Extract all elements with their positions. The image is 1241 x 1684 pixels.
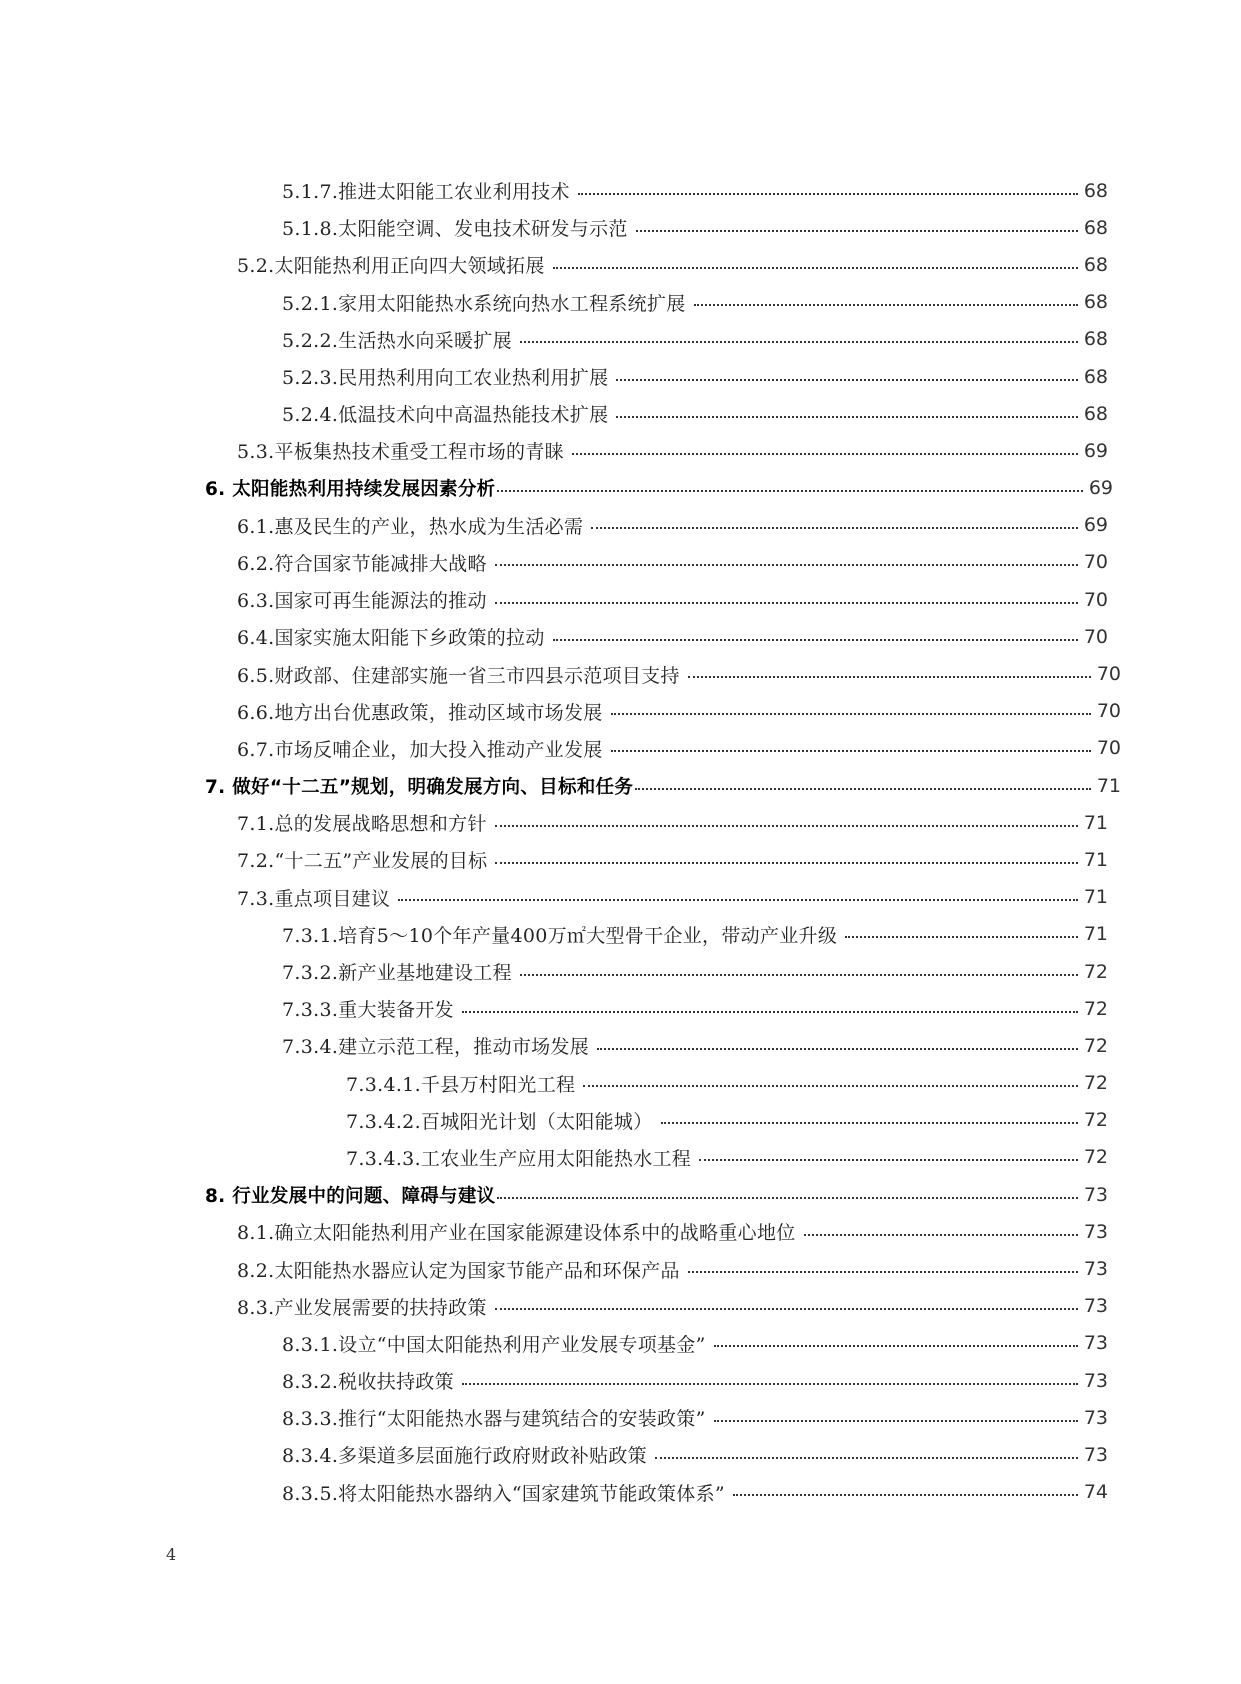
toc-entry[interactable] (0, 916, 1241, 953)
toc-entry-page-number: 68 (1083, 179, 1108, 202)
toc-dot-leader (661, 1122, 1078, 1124)
toc-entry-title: 7. 做好“十二五”规划，明确发展方向、目标和任务 (205, 776, 634, 798)
toc-entry-page-number: 73 (1083, 1369, 1108, 1392)
toc-entry[interactable] (0, 1176, 1241, 1213)
toc-entry-title: 8.3.5.将太阳能热水器纳入“国家建筑节能政策体系” (282, 1482, 725, 1505)
toc-entry-page-number: 68 (1083, 365, 1108, 388)
toc-entry-page-number: 73 (1083, 1258, 1108, 1281)
toc-entry-title: 7.3.4.1.千县万村阳光工程 (346, 1073, 576, 1096)
toc-entry-title: 7.2.“十二五”产业发展的目标 (237, 850, 488, 873)
toc-dot-leader (611, 713, 1091, 715)
toc-entry[interactable] (0, 321, 1241, 358)
toc-entry-page-number: 68 (1083, 253, 1108, 276)
toc-entry-page-number: 72 (1083, 1146, 1108, 1169)
toc-dot-leader (462, 1383, 1078, 1385)
toc-entry-title: 6.5.财政部、住建部实施一省三市四县示范项目支持 (237, 664, 680, 687)
toc-entry[interactable] (0, 284, 1241, 321)
toc-dot-leader (398, 899, 1078, 901)
toc-entry-page-number: 72 (1083, 1109, 1108, 1132)
toc-dot-leader (611, 750, 1091, 752)
toc-dot-leader (688, 1271, 1078, 1273)
toc-entry[interactable] (0, 1139, 1241, 1176)
toc-dot-leader (578, 193, 1078, 195)
toc-entry-page-number: 73 (1083, 1183, 1108, 1206)
page-number: 4 (166, 1545, 177, 1564)
toc-entry[interactable] (0, 1250, 1241, 1287)
toc-dot-leader (495, 1308, 1078, 1310)
toc-dot-leader (655, 1457, 1078, 1459)
toc-entry-page-number: 68 (1083, 291, 1108, 314)
toc-dot-leader (616, 416, 1077, 418)
toc-entry-page-number: 73 (1083, 1443, 1108, 1466)
toc-entry-page-number: 69 (1088, 477, 1113, 500)
toc-entry-title: 7.3.重点项目建议 (237, 887, 391, 910)
toc-entry-title: 6.6.地方出台优惠政策，推动区域市场发展 (237, 701, 603, 724)
toc-entry-title: 6.4.国家实施太阳能下乡政策的拉动 (237, 627, 545, 650)
toc-entry-title: 8.3.1.设立“中国太阳能热利用产业发展专项基金” (282, 1333, 706, 1356)
toc-entry-page-number: 68 (1083, 402, 1108, 425)
toc-entry-title: 6.3.国家可再生能源法的推动 (237, 590, 487, 613)
toc-entry-page-number: 72 (1083, 997, 1108, 1020)
toc-dot-leader (714, 1345, 1078, 1347)
toc-entry[interactable] (0, 804, 1241, 841)
toc-entry-title: 5.3.平板集热技术重受工程市场的青睐 (237, 441, 564, 464)
toc-entry[interactable] (0, 395, 1241, 432)
toc-entry-title: 5.2.1.家用太阳能热水系统向热水工程系统扩展 (282, 292, 686, 315)
toc-entry-title: 8. 行业发展中的问题、障碍与建议 (205, 1185, 496, 1207)
toc-entry-page-number: 68 (1083, 328, 1108, 351)
toc-entry-title: 7.1.总的发展战略思想和方针 (237, 813, 487, 836)
toc-entry-page-number: 70 (1096, 700, 1121, 723)
toc-entry-title: 8.1.确立太阳能热利用产业在国家能源建设体系中的战略重心地位 (237, 1222, 796, 1245)
toc-entry-page-number: 69 (1083, 514, 1108, 537)
toc-entry[interactable] (0, 693, 1241, 730)
toc-entry-page-number: 73 (1083, 1332, 1108, 1355)
toc-dot-leader (688, 676, 1091, 678)
toc-entry-page-number: 71 (1083, 811, 1108, 834)
toc-entry[interactable] (0, 730, 1241, 767)
toc-entry-title: 5.2.2.生活热水向采暖扩展 (282, 329, 512, 352)
toc-entry[interactable] (0, 990, 1241, 1027)
toc-entry-title: 8.3.产业发展需要的扶持政策 (237, 1296, 487, 1319)
toc-dot-leader (591, 527, 1078, 529)
toc-entry[interactable] (0, 507, 1241, 544)
toc-entry-title: 7.3.4.建立示范工程，推动市场发展 (282, 1036, 590, 1059)
toc-entry-title: 8.2.太阳能热水器应认定为国家节能产品和环保产品 (237, 1259, 680, 1282)
toc-dot-leader (714, 1420, 1078, 1422)
toc-entry-page-number: 71 (1083, 848, 1108, 871)
toc-entry-title: 8.3.3.推行“太阳能热水器与建筑结合的安装政策” (282, 1408, 706, 1431)
toc-entry-title: 8.3.2.税收扶持政策 (282, 1371, 454, 1394)
toc-dot-leader (520, 974, 1078, 976)
toc-entry-title: 6.1.惠及民生的产业，热水成为生活必需 (237, 515, 584, 538)
toc-entry[interactable] (0, 1065, 1241, 1102)
toc-entry-title: 7.3.4.3.工农业生产应用太阳能热水工程 (346, 1147, 692, 1170)
toc-entry-page-number: 70 (1083, 551, 1108, 574)
toc-entry[interactable] (0, 879, 1241, 916)
toc-entry[interactable] (0, 953, 1241, 990)
toc-dot-leader (583, 1085, 1078, 1087)
toc-entry-page-number: 73 (1083, 1220, 1108, 1243)
toc-entry[interactable] (0, 581, 1241, 618)
toc-entry-page-number: 70 (1096, 663, 1121, 686)
toc-entry[interactable] (0, 655, 1241, 692)
toc-entry-title: 8.3.4.多渠道多层面施行政府财政补贴政策 (282, 1445, 647, 1468)
toc-entry-title: 7.3.3.重大装备开发 (282, 999, 454, 1022)
toc-entry[interactable] (0, 767, 1241, 804)
toc-dot-leader (495, 564, 1078, 566)
toc-dot-leader (495, 825, 1078, 827)
toc-entry[interactable] (0, 470, 1241, 507)
toc-dot-leader (495, 862, 1077, 864)
toc-entry-page-number: 68 (1083, 216, 1108, 239)
toc-dot-leader (520, 341, 1078, 343)
toc-entry-title: 5.2.4.低温技术向中高温热能技术扩展 (282, 404, 609, 427)
toc-entry[interactable] (0, 1474, 1241, 1511)
toc-entry[interactable] (0, 172, 1241, 209)
toc-entry-page-number: 74 (1083, 1481, 1108, 1504)
toc-entry[interactable] (0, 358, 1241, 395)
toc-dot-leader (553, 267, 1078, 269)
toc-entry[interactable] (0, 1436, 1241, 1473)
toc-entry-page-number: 72 (1083, 960, 1108, 983)
toc-entry-page-number: 70 (1096, 737, 1121, 760)
toc-entry[interactable] (0, 544, 1241, 581)
toc-entry-title: 7.3.1.培育5～10个年产量400万㎡大型骨干企业，带动产业升级 (282, 924, 838, 947)
toc-dot-leader (572, 453, 1078, 455)
toc-entry-title: 5.2.太阳能热利用正向四大领域拓展 (237, 255, 545, 278)
toc-entry[interactable] (0, 1213, 1241, 1250)
toc-entry-page-number: 72 (1083, 1034, 1108, 1057)
toc-dot-leader (636, 230, 1078, 232)
toc-entry[interactable] (0, 209, 1241, 246)
toc-entry-title: 5.2.3.民用热利用向工农业热利用扩展 (282, 367, 609, 390)
toc-entry-page-number: 70 (1083, 625, 1108, 648)
toc-dot-leader (804, 1234, 1078, 1236)
toc-entry[interactable] (0, 1102, 1241, 1139)
toc-entry[interactable] (0, 1027, 1241, 1064)
toc-dot-leader (495, 602, 1078, 604)
toc-dot-leader (616, 379, 1077, 381)
toc-entry-page-number: 71 (1096, 774, 1121, 797)
toc-entry-title: 5.1.7.推进太阳能工农业利用技术 (282, 181, 570, 204)
toc-entry-page-number: 73 (1083, 1295, 1108, 1318)
toc-entry-page-number: 70 (1083, 588, 1108, 611)
toc-dot-leader (497, 1197, 1077, 1199)
toc-entry-page-number: 71 (1083, 886, 1108, 909)
toc-entry[interactable] (0, 841, 1241, 878)
toc-entry-title: 6.7.市场反哺企业，加大投入推动产业发展 (237, 738, 603, 761)
toc-entry-page-number: 73 (1083, 1406, 1108, 1429)
toc-dot-leader (699, 1159, 1078, 1161)
toc-dot-leader (635, 788, 1091, 790)
toc-entry-page-number: 71 (1083, 923, 1108, 946)
toc-dot-leader (845, 936, 1078, 938)
toc-entry-title: 7.3.4.2.百城阳光计划（太阳能城） (346, 1110, 653, 1133)
toc-entry-page-number: 69 (1083, 439, 1108, 462)
toc-dot-leader (497, 490, 1082, 492)
toc-entry-title: 7.3.2.新产业基地建设工程 (282, 962, 512, 985)
toc-entry[interactable] (0, 1325, 1241, 1362)
toc-dot-leader (694, 304, 1078, 306)
table-of-contents (0, 172, 1241, 1511)
toc-entry[interactable] (0, 1362, 1241, 1399)
toc-entry[interactable] (0, 1399, 1241, 1436)
toc-dot-leader (733, 1494, 1078, 1496)
toc-entry[interactable] (0, 1288, 1241, 1325)
toc-entry-title: 5.1.8.太阳能空调、发电技术研发与示范 (282, 218, 628, 241)
toc-entry[interactable] (0, 618, 1241, 655)
toc-dot-leader (462, 1011, 1078, 1013)
toc-entry[interactable] (0, 432, 1241, 469)
toc-entry-title: 6.2.符合国家节能减排大战略 (237, 552, 487, 575)
toc-entry-page-number: 72 (1083, 1072, 1108, 1095)
toc-dot-leader (597, 1048, 1078, 1050)
toc-dot-leader (553, 639, 1078, 641)
toc-entry-title: 6. 太阳能热利用持续发展因素分析 (205, 479, 496, 501)
toc-entry[interactable] (0, 246, 1241, 283)
